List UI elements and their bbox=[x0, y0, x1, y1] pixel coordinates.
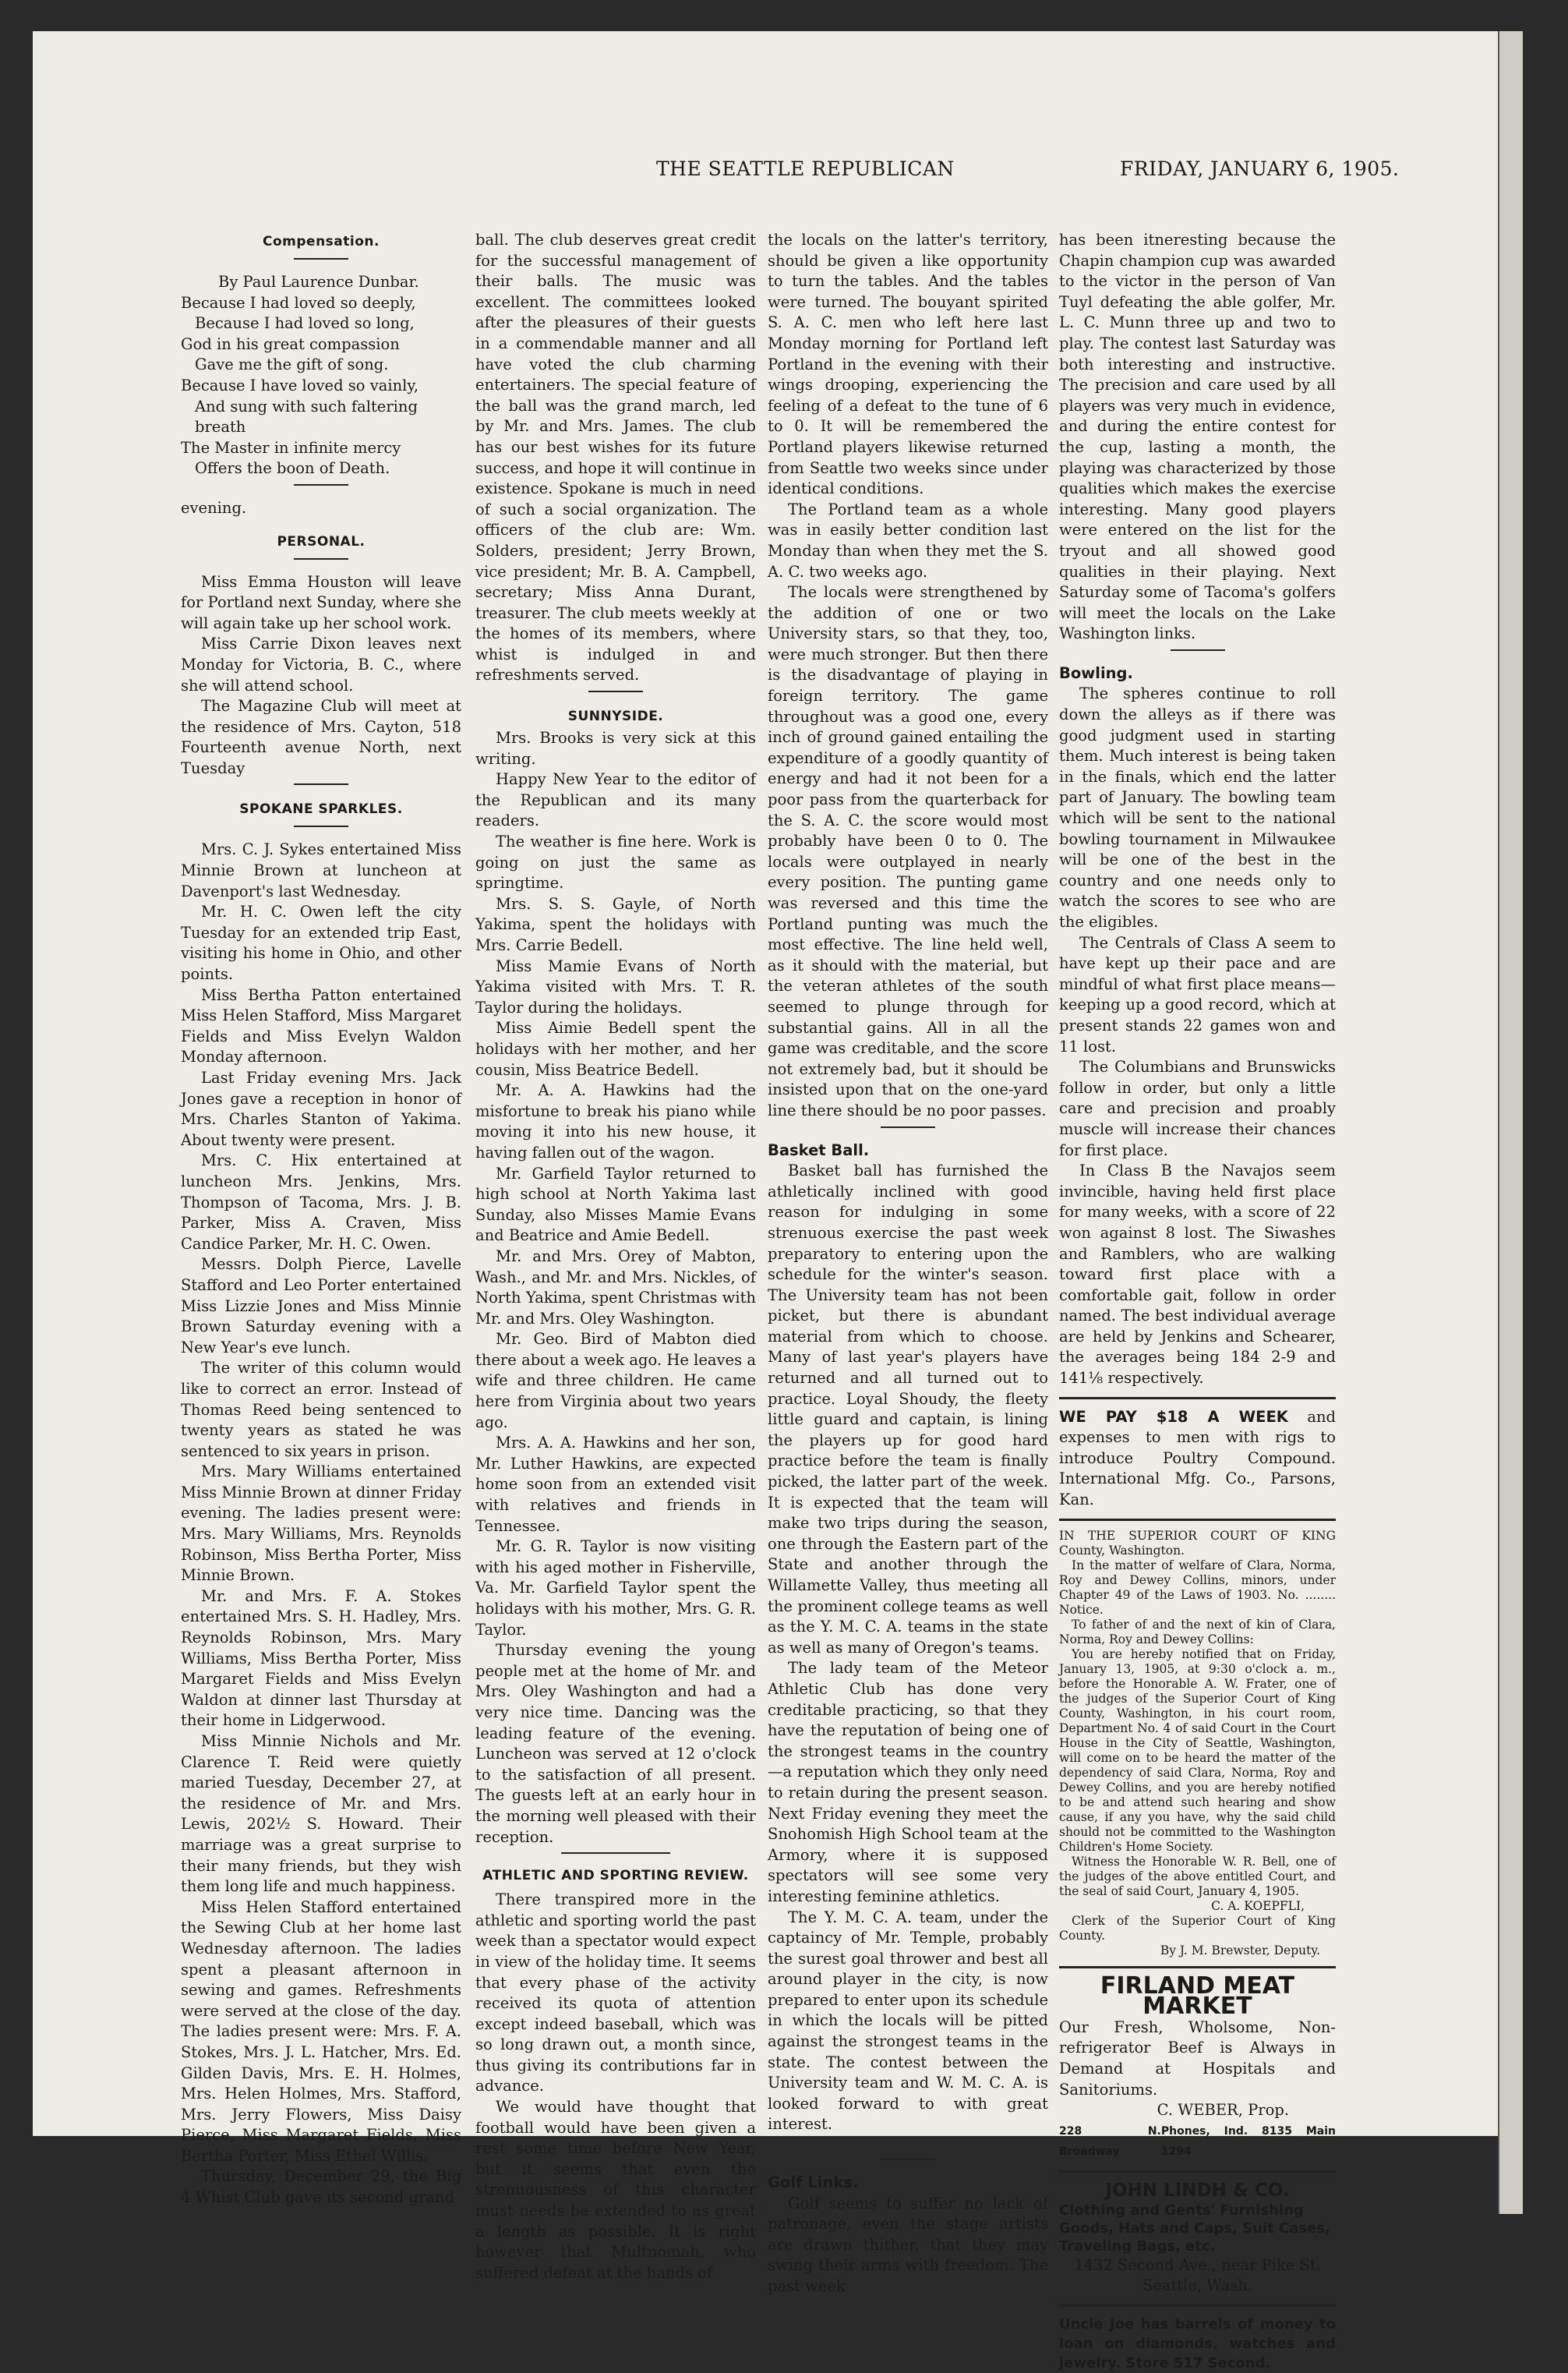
paragraph: The locals were strengthened by the addition of one or two University stars, so that they, too, were much stronger. But then there is the disadvantage of playing in foreign territory. The game throughout was a good one, every inch of ground gained entailing the expenditure of a goodly quantity of energy and had it not been for a poor pass from the quarterback for the S. A. C. the score would most probably have been 0 to 0. The locals were outplayed in nearly every position. The punting game was reversed and this time the Portland punting was much the most effective. The line held well, as it should with the material, but the veteran athletes of the south seemed to plunge through for substantial gains. All in all the game was creditable, and the score not extremely bad, but it should be insisted upon that on the one-yard line there should be no poor passes. bbox=[768, 583, 1048, 1119]
paragraph: Miss Emma Houston will leave for Portland next Sunday, where she will again take up her school work. bbox=[181, 572, 461, 632]
fragment: evening. bbox=[181, 498, 247, 517]
newspaper-page bbox=[33, 31, 1523, 2371]
column-2 bbox=[475, 230, 756, 2283]
divider bbox=[294, 783, 348, 785]
paragraph: Mrs. C. J. Sykes entertained Miss Minnie Brown at luncheon at Davenport's last Wednesday. bbox=[181, 840, 461, 900]
paragraph: The Y. M. C. A. team, under the captaincy of Mr. Temple, probably the surest goal thrower and best all around player in the city, is now prepared to enter upon its schedule in which the locals will be pitted against the strongest teams in the state. The contest between the University team and W. M. C. A. is looked forward to with great interest. bbox=[768, 1908, 1048, 2134]
paragraph: We would have thought that football would have been given a rest some time before New Year, but it seems that even the strenuousness of this character must needs be extended to as great a length as possible. It is right however that Multnomah, who suffered defeat at the hands of bbox=[475, 2098, 756, 2282]
poem-line: Because I had loved so deeply, bbox=[181, 293, 416, 312]
ad-divider bbox=[1059, 1519, 1336, 1521]
paragraph: The writer of this column would like to correct an error. Instead of Thomas Reed being sentenced to twenty years as stated he was sentenced to six years in prison. bbox=[181, 1359, 461, 1460]
paragraph: The Centrals of Class A seem to have kept up their pace and are mindful of what first place means—keeping up a good record, which at present stands 22 games won and 11 lost. bbox=[1059, 933, 1336, 1056]
paragraph: Mrs. Mary Williams entertained Miss Minnie Brown at dinner Friday evening. The ladies present were: Mrs. Mary Williams, Mrs. Reynolds Robinson, Miss Bertha Porter, Miss Minnie Brown. bbox=[181, 1462, 461, 1585]
paragraph: The lady team of the Meteor Athletic Club has done very creditable practicing, so that they have the reputation of being one of the strongest teams in the country—a reputation which they only need to retain during the present season. Next Friday evening they meet the Snohomish High School team at the Armory, where it is supposed spectators will see some very interesting feminine athletics. bbox=[768, 1659, 1048, 1905]
legal-line: Witness the Honorable W. R. Bell, one of the judges of the above entitled Court, and the seal of said Court, January 4, 1905. bbox=[1059, 1854, 1336, 1898]
bowling-label: Bowling. bbox=[1059, 663, 1133, 682]
poem-line: The Master in infinite mercy bbox=[181, 438, 401, 457]
paragraph: Mrs. Brooks is very sick at this writing. bbox=[475, 729, 756, 768]
athletic-title: ATHLETIC AND SPORTING REVIEW. bbox=[482, 1868, 749, 1884]
lindh-text: Clothing and Gents' Furnishing Goods, Hats and Caps, Suit Cases, Traveling Bags, etc. bbox=[1059, 2201, 1330, 2255]
column-4 bbox=[1059, 230, 1336, 2373]
divider bbox=[881, 1126, 935, 1128]
paragraph: The weather is fine here. Work is going on just the same as springtime. bbox=[475, 833, 756, 893]
poem-line: Because I have loved so vainly, bbox=[181, 376, 419, 394]
paragraph: There transpired more in the athletic and sporting world the past week than a spectator would expect in view of the holiday time. It seems that every phase of the activity received its quota of attention except indeed baseball, which was so long drawn out, a month since, thus giving its contributions far in advance. bbox=[475, 1890, 756, 2095]
sunnyside-title: SUNNYSIDE. bbox=[567, 709, 664, 725]
column-3 bbox=[768, 230, 1048, 2297]
firland-contact bbox=[1059, 2121, 1336, 2163]
paragraph: Mrs. S. S. Gayle, of North Yakima, spent the holidays with Mrs. Carrie Bedell. bbox=[475, 894, 756, 954]
paragraph: Happy New Year to the editor of the Republican and its many readers. bbox=[475, 770, 756, 830]
paragraph: Thursday, December 29, the Big 4 Whist Club gave its second grand bbox=[181, 2167, 461, 2207]
paragraph: The Portland team as a whole was in easily better condition last Monday than when they met the S. A. C. two weeks ago. bbox=[768, 500, 1048, 581]
legal-line: You are hereby notified that on Friday, January 13, 1905, at 9:30 o'clock a. m., before the Honorable A. W. Frater, one of the judges of the Superior Court of King County, Washington, in his court room, Department No. 4 of said Court in the Court House in the City of Seattle, Washington, will come on to be heard the matter of the dependency of said Clara, Norma, Roy and Dewey Collins, and you are hereby notified to be and attend such hearing and show cause, if any you have, why the said child should not be committed to the Washington Children's Home Society. bbox=[1059, 1646, 1336, 1854]
legal-line: In the matter of welfare of Clara, Norma, Roy and Dewey Collins, minors, under Chapter 49 of the Laws of 1903. No. ........ Notice. bbox=[1059, 1558, 1336, 1617]
issue-date: FRIDAY, JANUARY 6, 1905. bbox=[1120, 157, 1400, 180]
poem-line: God in his great compassion bbox=[181, 334, 400, 353]
golf-label: Golf Links. bbox=[768, 2173, 859, 2192]
divider bbox=[294, 258, 348, 260]
poem-line: Gave me the gift of song. bbox=[195, 355, 389, 374]
lindh-title: JOHN LINDH & CO. bbox=[1105, 2180, 1290, 2201]
firland-phones: Phones, Ind. 8135 Main 1294 bbox=[1160, 2124, 1336, 2159]
spokane-title: SPOKANE SPARKLES. bbox=[239, 801, 403, 818]
column-1 bbox=[181, 230, 461, 2209]
ad-pay-text: and expenses to men with rigs to introduce Poultry Compound. International Mfg. Co., Parsons, Kan. bbox=[1059, 1407, 1337, 1509]
personal-title: PERSONAL. bbox=[277, 533, 366, 550]
paragraph: Thursday evening the young people met at the home of Mr. and Mrs. Oley Washington and had a very nice time. Dancing was the leading feature of the evening. Luncheon was served at 12 o'clock to the satisfaction of all present. The guests left at an early hour in the morning well pleased with their reception. bbox=[475, 1641, 756, 1846]
paragraph: Mr. and Mrs. Orey of Mabton, Wash., and Mr. and Mrs. Nickles, of North Yakima, spent Christmas with Mr. and Mrs. Oley Washington. bbox=[475, 1247, 756, 1328]
poem-author: By Paul Laurence Dunbar. bbox=[218, 273, 419, 291]
paragraph: ball. The club deserves great credit for the successful management of their balls. The music was excellent. The committees looked after the pleasures of their guests in a commendable manner and all have voted the club charming entertainers. The special feature of the ball was the grand march, led by Mr. and Mrs. James. The club has our best wishes for its future success, and hope it will continue in existence. Spokane is much in need of such a social organization. The officers of the club are: Wm. Solders, president; Jerry Brown, vice president; Mr. B. A. Campbell, secretary; Miss Anna Durant, treasurer. The club meets weekly at the homes of its members, where whist is indulged in and refreshments served. bbox=[475, 231, 756, 684]
paragraph: Mr. Garfield Taylor returned to high school at North Yakima last Sunday, also Misses Mamie Evans and Beatrice and Amie Bedell. bbox=[475, 1164, 756, 1245]
paragraph: Miss Bertha Patton entertained Miss Helen Stafford, Miss Margaret Fields and Miss Evelyn Waldon Monday afternoon. bbox=[181, 985, 461, 1066]
paragraph: the locals on the latter's territory, should be given a like opportunity to turn the tables. And the tables were turned. The bouyant spirited S. A. C. men who left here last Monday morning for Portland left Portland in the evening with their wings drooping, experiencing the feeling of a defeat to the tune of 6 to 0. It will be remembered the Portland players likewise returned from Seattle two weeks since under identical conditions. bbox=[768, 231, 1048, 498]
lindh-city: Seattle, Wash. bbox=[1142, 2276, 1253, 2295]
paragraph: Last Friday evening Mrs. Jack Jones gave a reception in honor of Mrs. Charles Stanton of Yakima. About twenty were present. bbox=[181, 1069, 461, 1149]
paragraph: The Magazine Club will meet at the residence of Mrs. Cayton, 518 Fourteenth avenue North, next Tuesday bbox=[181, 697, 461, 777]
divider bbox=[294, 484, 348, 486]
paragraph: Mr. H. C. Owen left the city Tuesday for an extended trip East, visiting his home in Ohio, and other points. bbox=[181, 903, 461, 984]
lindh-address: 1432 Second Ave., near Pike St. bbox=[1074, 2255, 1321, 2274]
poem-line: Because I had loved so long, bbox=[195, 314, 415, 333]
legal-line: IN THE SUPERIOR COURT OF KING County, Washington. bbox=[1059, 1528, 1336, 1558]
paragraph: Mr. G. R. Taylor is now visiting with his aged mother in Fisherville, Va. Mr. Garfield Taylor spent the holidays with his mother, Mrs. G. R. Taylor. bbox=[475, 1537, 756, 1639]
publication-name: THE SEATTLE REPUBLICAN bbox=[656, 157, 955, 180]
poem-line: Offers the boon of Death. bbox=[195, 459, 390, 478]
ad-divider bbox=[1059, 2304, 1336, 2307]
paragraph: Miss Helen Stafford entertained the Sewing Club at her home last Wednesday afternoon. The ladies spent a pleasant afternoon in sewing and games. Refreshments were served at the close of the day. The ladies present were: Mrs. F. A. Stokes, Mrs. J. L. Hatcher, Mrs. Ed. Gilden Davis, Mrs. E. H. Holmes, Mrs. Helen Holmes, Mrs. Stafford, Mrs. Jerry Flowers, Miss Daisy Pierce, Miss Margaret Fields, Miss Bertha Porter, Miss Ethel Willis. bbox=[181, 1897, 461, 2165]
firland-title: FIRLAND MEAT MARKET bbox=[1100, 1972, 1295, 2021]
firland-prop: C. WEBER, Prop. bbox=[1157, 2101, 1289, 2120]
paragraph: The Columbians and Brunswicks follow in order, but only a little care and precision and proably muscle will increase their chances for first place. bbox=[1059, 1058, 1336, 1159]
basketball-label: Basket Ball. bbox=[768, 1141, 870, 1159]
paragraph: Mr. Geo. Bird of Mabton died there about a week ago. He leaves a wife and three children. He came here from Virginia about two years ago. bbox=[475, 1330, 756, 1431]
adjacent-page-edge bbox=[1498, 31, 1523, 2214]
paragraph: The spheres continue to roll down the alleys as if there was good judgment used in starting them. Much interest is being taken in the finals, which end the latter part of January. The bowling team which will be sent to the national bowling tournament in Milwaukee will be one of the best in the country and one needs only to watch the scores to see who are the eligibles. bbox=[1059, 684, 1336, 931]
paragraph: Basket ball has furnished the athletically inclined with good reason for indulging in some strenuous exercise the past week preparatory to entering upon the schedule for the winter's season. The University team has not been picket, but there is abundant material from which to choose. Many of last year's players have returned and all turned out to practice. Loyal Shoudy, the fleety little guard and captain, is lining the players up for good hard practice before the team is finally picked, the latter part of the week. It is expected that the team will make two trips during the season, one through the Eastern part of the State and another through the Willamette Valley, thus meeting all the prominent college teams as well as the Y. M. C. A. teams in the state as well as many of Oregon's teams. bbox=[768, 1162, 1048, 1657]
poem bbox=[181, 272, 461, 479]
divider bbox=[561, 1852, 670, 1854]
legal-line: By J. M. Brewster, Deputy. bbox=[1160, 1943, 1320, 1957]
divider bbox=[294, 826, 348, 827]
paragraph: Miss Minnie Nichols and Mr. Clarence T. Reid were quietly maried Tuesday, December 27, at the residence of Mr. and Mrs. Lewis, 202½ S. Howard. Their marriage was a great surprise to their many friends, but they wish them long life and much happiness. bbox=[181, 1732, 461, 1896]
paragraph: Miss Carrie Dixon leaves next Monday for Victoria, B. C., where she will attend school. bbox=[181, 635, 461, 695]
divider bbox=[1171, 649, 1225, 651]
paragraph: In Class B the Navajos seem invincible, having held first place for many weeks, with a score of 22 won against 8 lost. The Siwashes and Ramblers, who are walking toward first place with a comfortable gait, follow in order named. The best individual average are held by Jenkins and Schearer, the averages being 184 2-9 and 141⅛ respectively. bbox=[1059, 1162, 1336, 1388]
paragraph: Mr. and Mrs. F. A. Stokes entertained Mrs. S. H. Hadley, Mrs. Reynolds Robinson, Mrs. Mary Williams, Miss Bertha Porter, Miss Margaret Fields and Miss Evelyn Waldon at dinner last Thursday at their home in Lidgerwood. bbox=[181, 1586, 461, 1730]
paragraph: Mrs. C. Hix entertained at luncheon Mrs. Jenkins, Mrs. Thompson of Tacoma, Mrs. J. B. Parker, Miss A. Craven, Miss Candice Parker, Mr. H. C. Owen. bbox=[181, 1151, 461, 1253]
paragraph: Miss Aimie Bedell spent the holidays with her mother, and her cousin, Miss Beatrice Bedell. bbox=[475, 1019, 756, 1079]
ad-pay-headline: WE PAY $18 A WEEK bbox=[1059, 1407, 1288, 1426]
divider bbox=[294, 558, 348, 560]
firland-address: 228 N. Broadway bbox=[1059, 2124, 1161, 2159]
ad-divider bbox=[1059, 1966, 1336, 1968]
compensation-title: Compensation. bbox=[263, 234, 380, 249]
paragraph: Golf seems to suffer no lack of patronage, even the stage artists are drawn thither, that they may swing their arms with freedom. The past week bbox=[768, 2194, 1048, 2295]
paragraph: Mrs. A. A. Hawkins and her son, Mr. Luther Hawkins, are expected home soon from an extended visit with relatives and friends in Tennessee. bbox=[475, 1434, 756, 1535]
firland-text: Our Fresh, Wholsome, Non-refrigerator Beef is Always in Demand at Hospitals and Sanitoriums. bbox=[1059, 2018, 1336, 2099]
divider bbox=[588, 691, 643, 692]
poem-line: And sung with such faltering breath bbox=[195, 397, 418, 437]
paragraph: Messrs. Dolph Pierce, Lavelle Stafford and Leo Porter entertained Miss Lizzie Jones and Miss Minnie Brown Saturday evening with a New Year's eve lunch. bbox=[181, 1255, 461, 1356]
paragraph: Mr. A. A. Hawkins had the misfortune to break his piano while moving it into his new house, it having fallen out of the wagon. bbox=[475, 1081, 756, 1162]
legal-notice bbox=[1059, 1529, 1336, 1958]
divider bbox=[881, 2159, 935, 2160]
legal-line: To father of and the next of kin of Clara, Norma, Roy and Dewey Collins: bbox=[1059, 1617, 1336, 1646]
ad-pay bbox=[1059, 1407, 1336, 1511]
legal-line: Clerk of the Superior Court of King County. bbox=[1059, 1913, 1336, 1943]
uncle-joe-ad: Uncle Joe has barrels of money to loan on diamonds, watches and jewelry. Store 517 Second. bbox=[1059, 2315, 1336, 2371]
paragraph: has been itneresting because the Chapin champion cup was awarded to the victor in the person of Van Tuyl defeating the able golfer, Mr. L. C. Munn three up and two to play. The contest last Saturday was both interesting and instructive. The precision and care used by all players was very much in evidence, and during the entire contest for the cup, lasting a month, the playing was characterized by those qualities which makes the exercise interesting. Many good players were entered on the list for the tryout and all showed good qualities in their playing. Next Saturday some of Tacoma's golfers will meet the locals on the Lake Washington links. bbox=[1059, 231, 1336, 643]
ad-divider bbox=[1059, 2170, 1336, 2173]
legal-line: C. A. KOEPFLI, bbox=[1211, 1898, 1305, 1913]
paragraph: Miss Mamie Evans of North Yakima visited with Mrs. T. R. Taylor during the holidays. bbox=[475, 957, 756, 1017]
ad-divider bbox=[1059, 1397, 1336, 1399]
